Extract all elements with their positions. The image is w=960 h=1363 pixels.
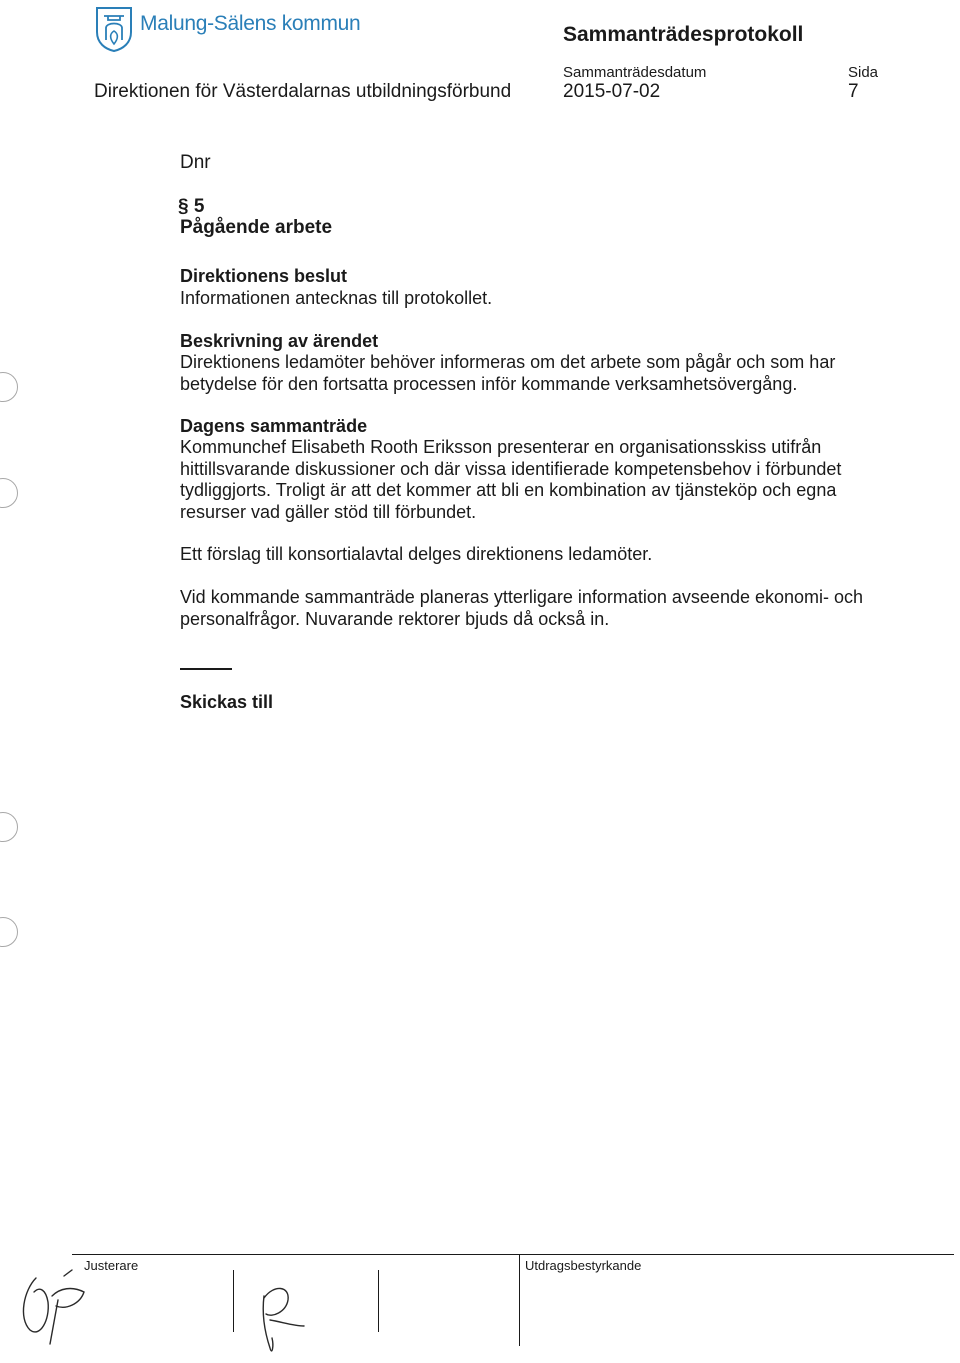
coat-of-arms-icon	[94, 6, 134, 52]
punch-hole	[0, 372, 18, 402]
decision-heading: Direktionens beslut	[180, 266, 348, 286]
sent-to-heading: Skickas till	[180, 692, 274, 712]
section-divider	[180, 668, 232, 670]
item-title: Pågående arbete	[180, 217, 333, 238]
meeting-date-value: 2015-07-02	[563, 81, 661, 102]
decision-text: Informationen antecknas till protokollet.	[180, 288, 493, 308]
board-name: Direktionen för Västerdalarnas utbildningsförbund	[94, 81, 512, 102]
meeting-heading: Dagens sammanträde	[180, 416, 368, 436]
page-label: Sida	[848, 64, 879, 81]
dnr-label: Dnr	[180, 152, 211, 173]
punch-hole	[0, 478, 18, 508]
signature-marks	[0, 1262, 960, 1363]
extract-label: Utdragsbestyrkande	[525, 1258, 642, 1273]
agreement-paragraph: Ett förslag till konsortialavtal delges direktionens ledamöter.	[180, 544, 653, 564]
org-name: Malung-Sälens kommun	[140, 12, 361, 35]
footer-rule	[72, 1254, 954, 1255]
page-number: 7	[848, 81, 859, 102]
next-meeting-paragraph: Vid kommande sammanträde planeras ytterligare information avseende ekonomi- och personalfrågor. Nuvarande rektorer bjuds då också in.	[180, 587, 864, 629]
paragraph-number: § 5	[178, 196, 205, 217]
punch-hole	[0, 917, 18, 947]
punch-hole	[0, 812, 18, 842]
description-text: Direktionens ledamöter behöver informeras om det arbete som pågår och som har betydelse för den fortsatta processen inför kommande verksamhetsövergång.	[180, 352, 836, 394]
document-type: Sammanträdesprotokoll	[563, 23, 804, 46]
meeting-text: Kommunchef Elisabeth Rooth Eriksson presenterar en organisationsskiss utifrån hittillsvarande diskussioner och där vissa identifierade kompetensbehov i förbundet tydliggjorts. Troligt är att det kommer att bli en kombination av tjänsteköp och egna resurser vad gäller stöd till förbundet.	[180, 437, 842, 522]
meeting-date-label: Sammanträdesdatum	[563, 64, 707, 81]
adjuster-label: Justerare	[84, 1258, 139, 1273]
description-heading: Beskrivning av ärendet	[180, 331, 379, 351]
